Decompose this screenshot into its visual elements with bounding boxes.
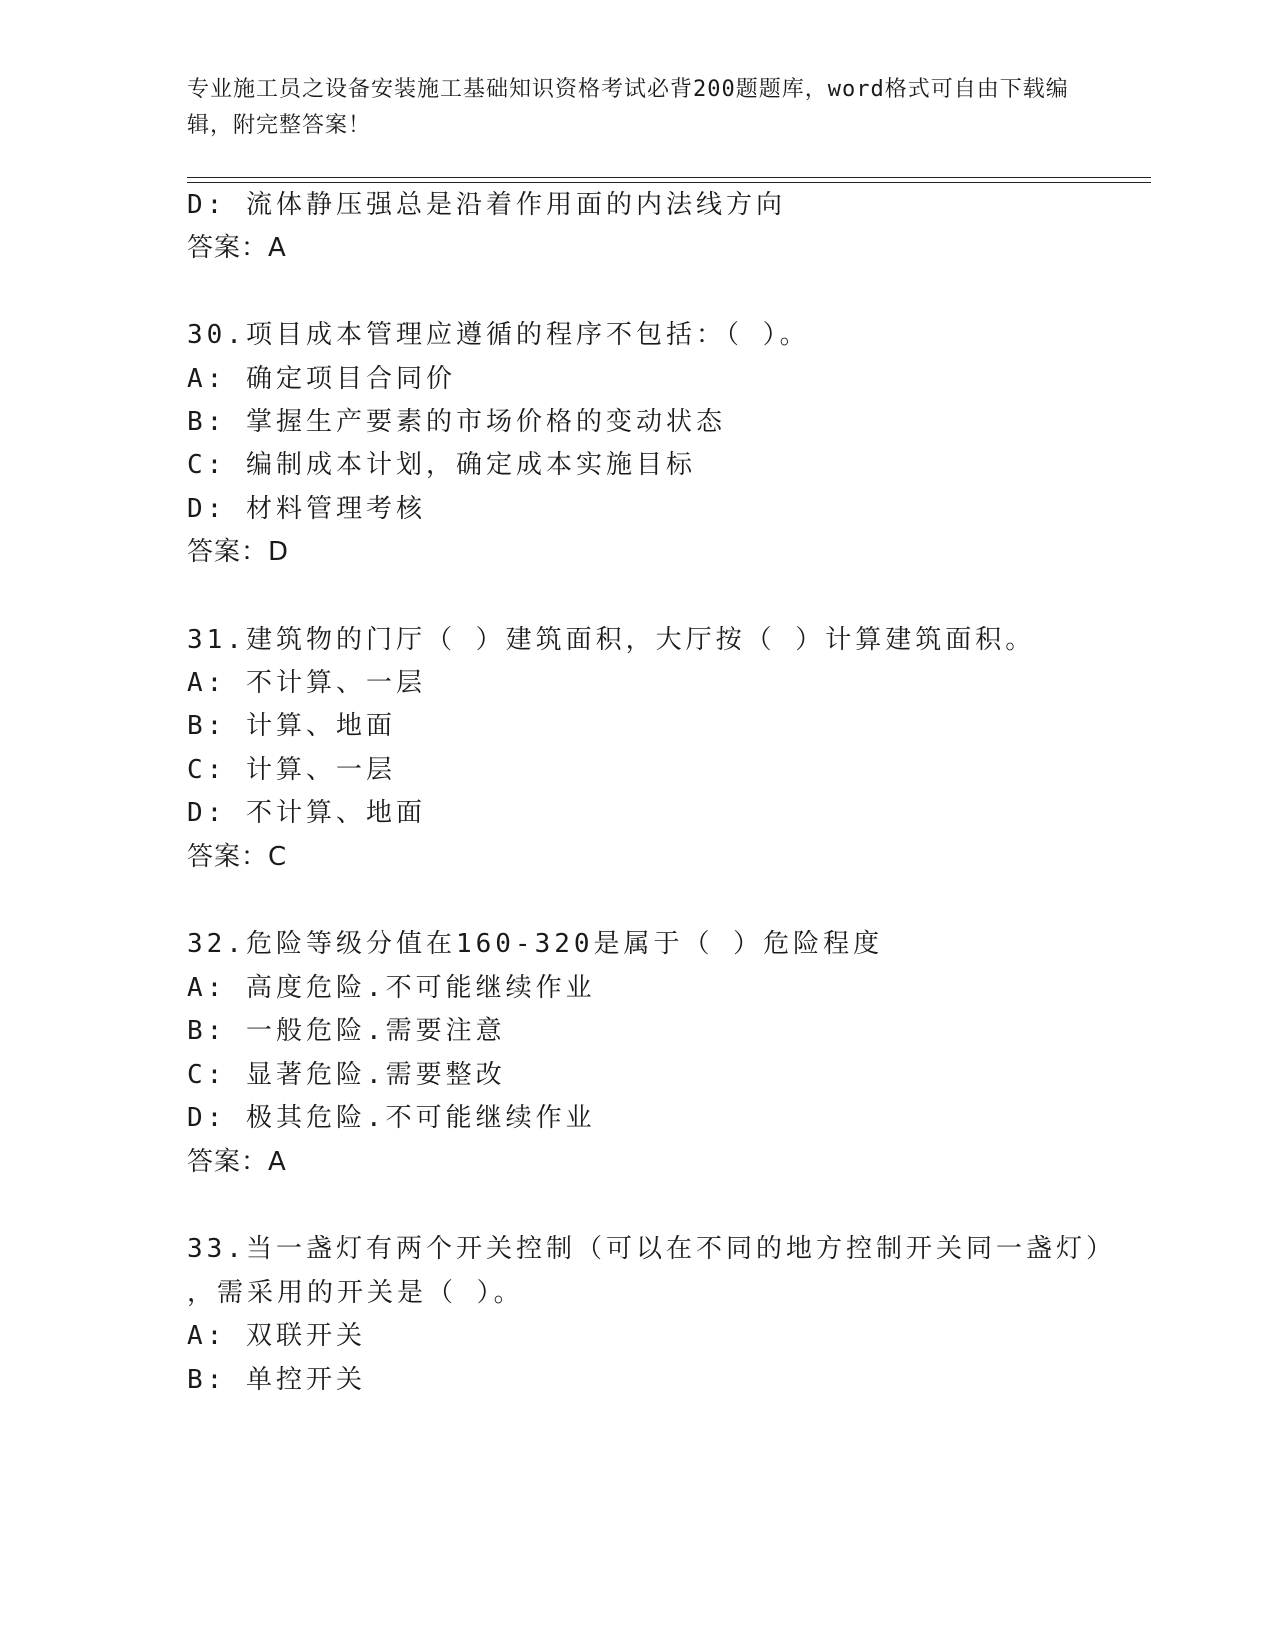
prev-question-option-d: D: 流体静压强总是沿着作用面的内法线方向 bbox=[187, 190, 786, 220]
question-33-option-a: A: 双联开关 bbox=[187, 1321, 366, 1351]
question-31-answer: 答案：C bbox=[187, 842, 288, 872]
question-30-option-a: A: 确定项目合同价 bbox=[187, 364, 456, 394]
question-33-option-b: B: 单控开关 bbox=[187, 1365, 366, 1395]
question-33-stem-continued: ，需采用的开关是（ ）。 bbox=[187, 1278, 524, 1308]
prev-question-answer: 答案：A bbox=[187, 233, 287, 263]
question-31-option-d: D: 不计算、地面 bbox=[187, 798, 426, 828]
question-32-option-b: B: 一般危险.需要注意 bbox=[187, 1016, 506, 1046]
header-divider-bottom bbox=[187, 182, 1151, 183]
question-32-option-a: A: 高度危险.不可能继续作业 bbox=[187, 973, 596, 1003]
question-32-answer: 答案：A bbox=[187, 1147, 287, 1177]
question-31-option-a: A: 不计算、一层 bbox=[187, 668, 426, 698]
question-32-option-c: C: 显著危险.需要整改 bbox=[187, 1060, 506, 1090]
question-30-stem: 30.项目成本管理应遵循的程序不包括：（ ）。 bbox=[187, 320, 810, 350]
document-header: 专业施工员之设备安装施工基础知识资格考试必背200题题库，word格式可自由下载编辑，附完整答案！ bbox=[187, 77, 1069, 138]
question-31-option-b: B: 计算、地面 bbox=[187, 711, 396, 741]
question-30-answer: 答案：D bbox=[187, 537, 290, 567]
question-32-stem: 32.危险等级分值在160-320是属于（ ）危险程度 bbox=[187, 929, 884, 959]
question-30-option-d: D: 材料管理考核 bbox=[187, 494, 426, 524]
question-32-option-d: D: 极其危险.不可能继续作业 bbox=[187, 1103, 596, 1133]
question-31-option-c: C: 计算、一层 bbox=[187, 755, 396, 785]
question-30-option-c: C: 编制成本计划，确定成本实施目标 bbox=[187, 450, 696, 480]
header-divider-top bbox=[187, 177, 1151, 178]
question-33-stem: 33.当一盏灯有两个开关控制（可以在不同的地方控制开关同一盏灯） bbox=[187, 1234, 1116, 1264]
question-30-option-b: B: 掌握生产要素的市场价格的变动状态 bbox=[187, 407, 726, 437]
question-31-stem: 31.建筑物的门厅（ ）建筑面积，大厅按（ ）计算建筑面积。 bbox=[187, 625, 1036, 655]
